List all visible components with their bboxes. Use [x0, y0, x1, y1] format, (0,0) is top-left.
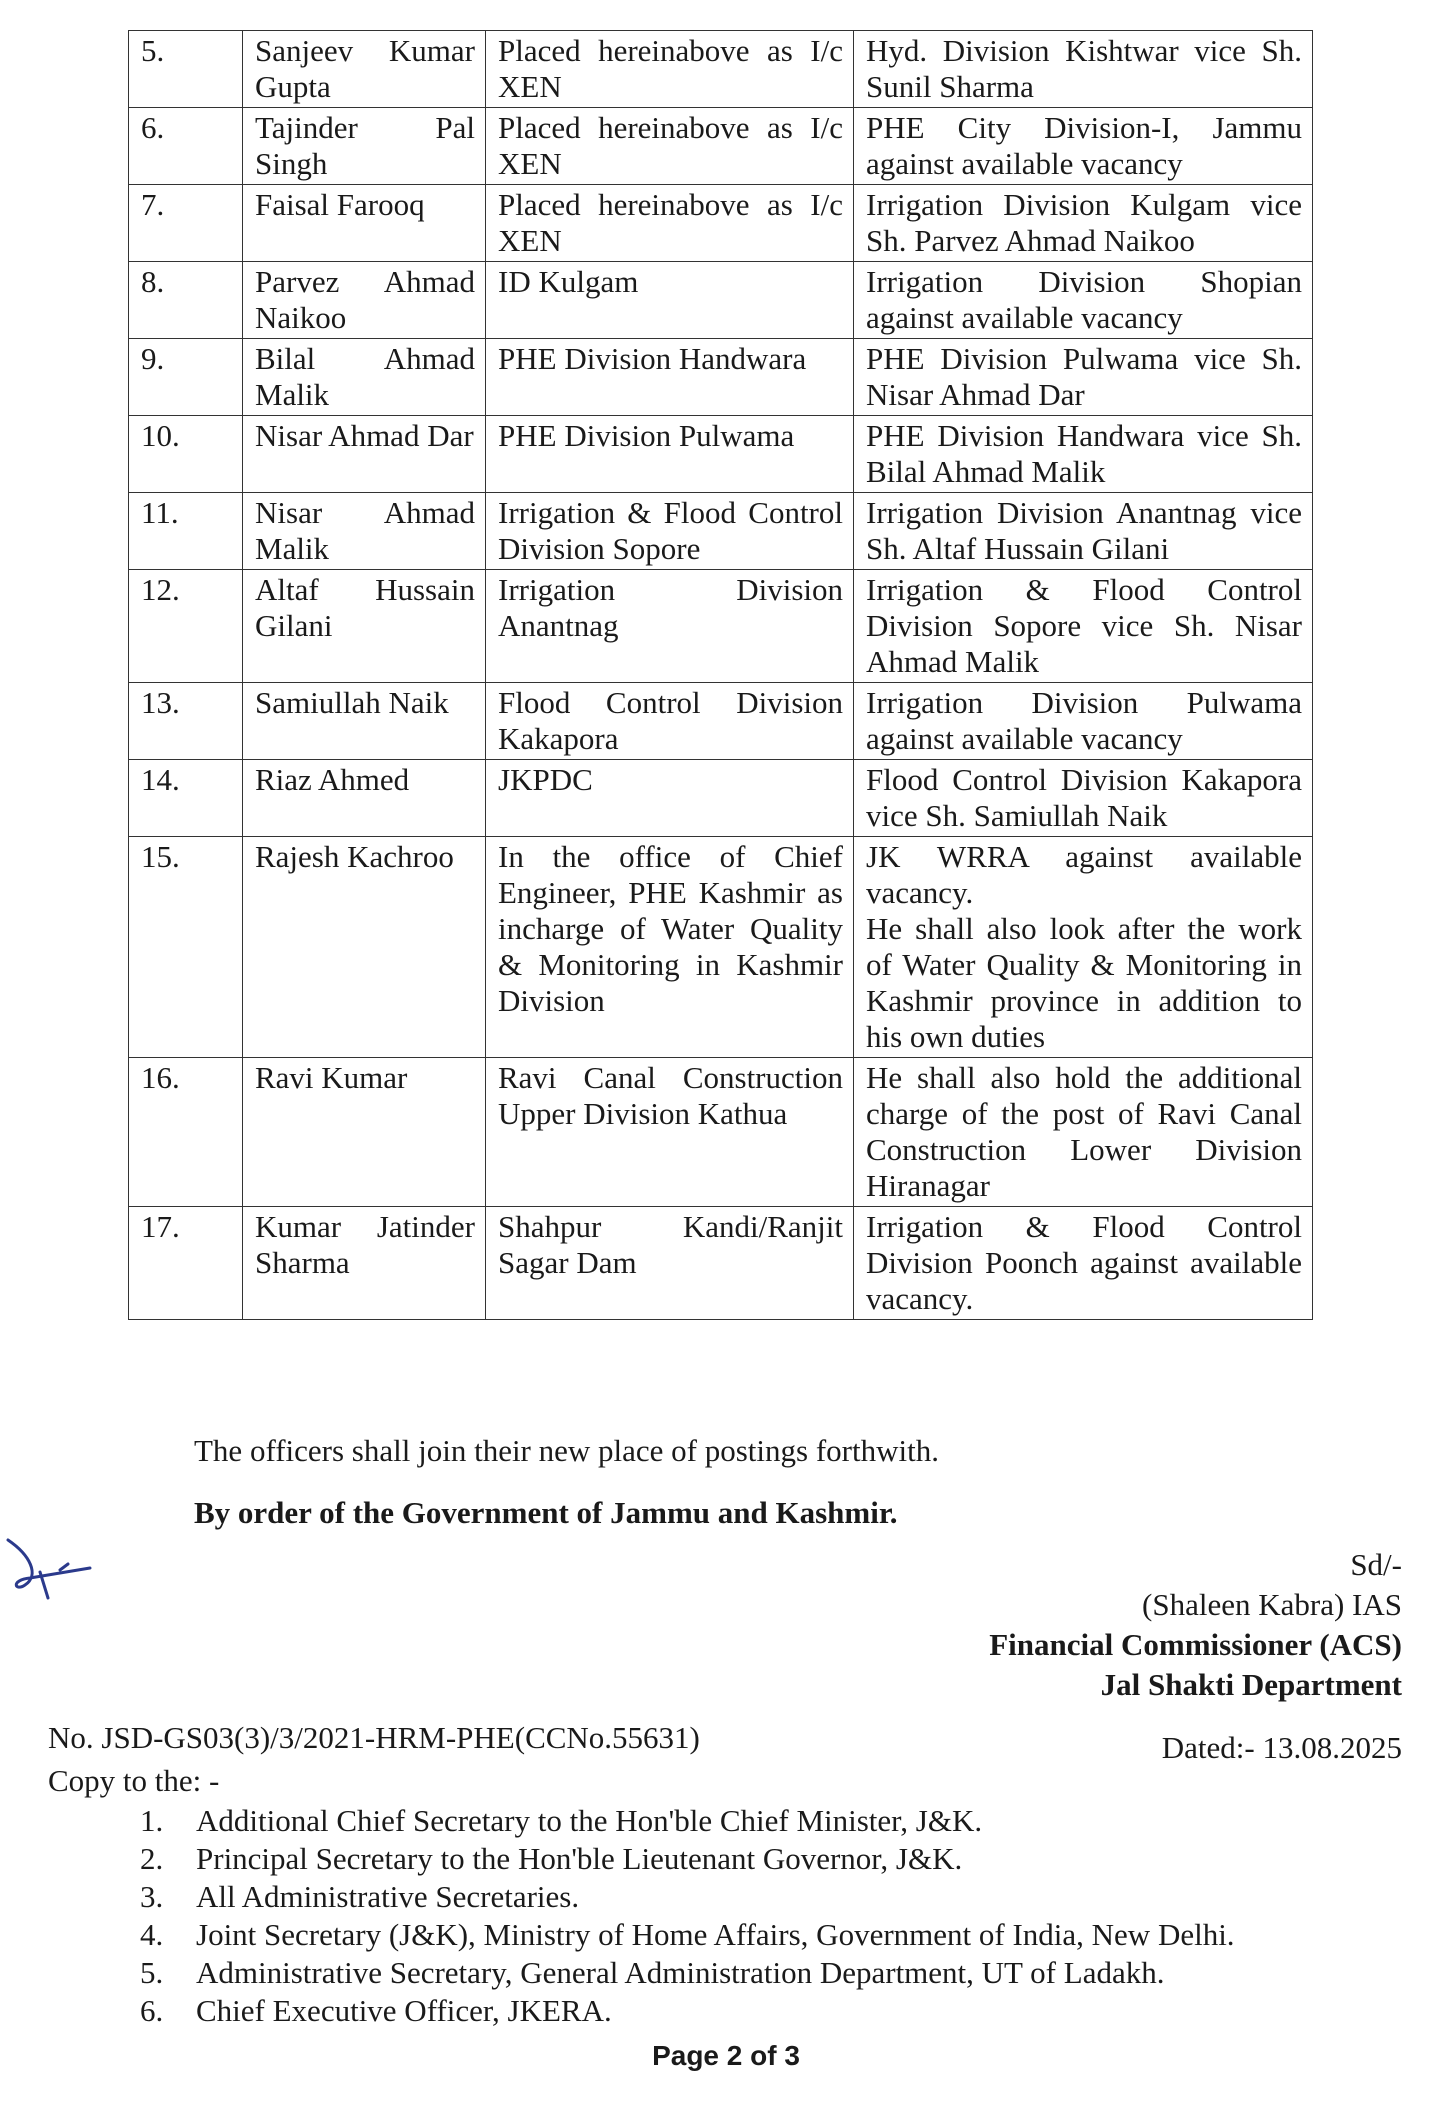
signatory-department: Jal Shakti Department [1100, 1667, 1402, 1702]
row-serial-number [129, 339, 243, 416]
posted-to-text: Flood Control Division Kakapora vice Sh. Samiullah Naik [866, 762, 1302, 833]
posted-to [854, 493, 1313, 570]
officer-name-text: Bilal Ahmad Malik [255, 341, 475, 412]
row-serial-number-text: 14. [141, 762, 180, 797]
posted-to-text: Irrigation & Flood Control Division Sopore vice Sh. Nisar Ahmad Malik [866, 572, 1302, 679]
posted-to [854, 108, 1313, 185]
list-item-text: Principal Secretary to the Hon'ble Lieutenant Governor, J&K. [196, 1841, 963, 1876]
table-row [129, 339, 1313, 416]
order-number: No. JSD-GS03(3)/3/2021-HRM-PHE(CCNo.55631) [48, 1720, 700, 1755]
posted-from [486, 493, 854, 570]
table-row [129, 1207, 1313, 1320]
list-item [140, 1992, 1235, 2030]
posted-from-text: Flood Control Division Kakapora [498, 685, 843, 756]
signature-block [989, 1545, 1402, 1705]
officer-name [243, 1207, 486, 1320]
row-serial-number-text: 5. [141, 33, 165, 68]
officer-name-text: Nisar Ahmad Dar [255, 418, 474, 453]
officer-name [243, 493, 486, 570]
posted-from-text: PHE Division Pulwama [498, 418, 795, 453]
join-note: The officers shall join their new place of postings forthwith. [194, 1433, 939, 1468]
officer-name-text: Ravi Kumar [255, 1060, 408, 1095]
officer-name [243, 760, 486, 837]
row-serial-number-text: 10. [141, 418, 180, 453]
row-serial-number [129, 1207, 243, 1320]
list-item-number: 5. [140, 1955, 164, 1990]
posted-from-text: Placed hereinabove as I/c XEN [498, 110, 843, 181]
row-serial-number [129, 262, 243, 339]
officer-name [243, 262, 486, 339]
posted-from-text: Irrigation & Flood Control Division Sopore [498, 495, 843, 566]
officer-name-text: Rajesh Kachroo [255, 839, 454, 874]
posted-to [854, 760, 1313, 837]
list-item [140, 1954, 1235, 1992]
table-row [129, 185, 1313, 262]
order-date: Dated:- 13.08.2025 [1161, 1730, 1402, 1765]
posted-from [486, 262, 854, 339]
list-item-number: 1. [140, 1803, 164, 1838]
posted-to [854, 262, 1313, 339]
signature-sd: Sd/- [1350, 1547, 1402, 1582]
posted-to [854, 1207, 1313, 1320]
by-order-line: By order of the Government of Jammu and Kashmir. [194, 1495, 898, 1530]
posted-to [854, 339, 1313, 416]
list-item-number: 2. [140, 1841, 164, 1876]
copy-to-list [140, 1802, 1235, 2030]
row-serial-number [129, 760, 243, 837]
list-item [140, 1878, 1235, 1916]
posted-from [486, 31, 854, 108]
officer-name [243, 416, 486, 493]
row-serial-number-text: 17. [141, 1209, 180, 1244]
officer-name [243, 837, 486, 1058]
posted-from [486, 570, 854, 683]
list-item-text: All Administrative Secretaries. [196, 1879, 580, 1914]
copy-to-label: Copy to the: - [48, 1763, 220, 1798]
list-item [140, 1916, 1235, 1954]
table-row [129, 262, 1313, 339]
list-item-text: Joint Secretary (J&K), Ministry of Home Affairs, Government of India, New Delhi. [196, 1917, 1235, 1952]
posted-to-text: PHE Division Pulwama vice Sh. Nisar Ahmad Dar [866, 341, 1302, 412]
row-serial-number-text: 12. [141, 572, 180, 607]
officer-name-text: Faisal Farooq [255, 187, 425, 222]
officer-name-text: Tajinder Pal Singh [255, 110, 475, 181]
row-serial-number-text: 9. [141, 341, 165, 376]
posted-from-text: Shahpur Kandi/Ranjit Sagar Dam [498, 1209, 843, 1280]
posted-to [854, 31, 1313, 108]
officer-name [243, 31, 486, 108]
posted-to [854, 416, 1313, 493]
posted-from-text: Placed hereinabove as I/c XEN [498, 33, 843, 104]
posted-from [486, 837, 854, 1058]
table-row [129, 31, 1313, 108]
postings-table [128, 30, 1313, 1320]
officer-name-text: Nisar Ahmad Malik [255, 495, 475, 566]
officer-name-text: Altaf Hussain Gilani [255, 572, 475, 643]
page-number: Page 2 of 3 [652, 2040, 800, 2071]
posted-from [486, 108, 854, 185]
row-serial-number [129, 683, 243, 760]
posted-to-text: PHE City Division-I, Jammu against available vacancy [866, 110, 1302, 181]
table-row [129, 108, 1313, 185]
posted-from [486, 339, 854, 416]
row-serial-number [129, 108, 243, 185]
row-serial-number-text: 15. [141, 839, 180, 874]
posted-to-text: PHE Division Handwara vice Sh. Bilal Ahmad Malik [866, 418, 1302, 489]
posted-to-text: JK WRRA against available vacancy. [866, 839, 1302, 910]
row-serial-number [129, 31, 243, 108]
officer-name [243, 185, 486, 262]
row-serial-number [129, 185, 243, 262]
posted-from-text: Irrigation Division Anantnag [498, 572, 843, 643]
posted-to [854, 185, 1313, 262]
list-item [140, 1802, 1235, 1840]
posted-to-text: Irrigation Division Shopian against available vacancy [866, 264, 1302, 335]
table-row [129, 416, 1313, 493]
table-row [129, 760, 1313, 837]
officer-name-text: Samiullah Naik [255, 685, 449, 720]
row-serial-number-text: 16. [141, 1060, 180, 1095]
officer-name [243, 683, 486, 760]
list-item-number: 4. [140, 1917, 164, 1952]
row-serial-number [129, 1058, 243, 1207]
table-row [129, 493, 1313, 570]
row-serial-number-text: 11. [141, 495, 179, 530]
posted-to [854, 1058, 1313, 1207]
posted-from [486, 1207, 854, 1320]
row-serial-number [129, 493, 243, 570]
posted-to-text: Irrigation & Flood Control Division Poonch against available vacancy. [866, 1209, 1302, 1316]
list-item-text: Additional Chief Secretary to the Hon'ble Chief Minister, J&K. [196, 1803, 983, 1838]
postings-table-body [129, 31, 1313, 1320]
posted-from-text: In the office of Chief Engineer, PHE Kashmir as incharge of Water Quality & Monitoring in Kashmir Division [498, 839, 843, 1018]
list-item-number: 6. [140, 1993, 164, 2028]
list-item [140, 1840, 1235, 1878]
posted-from-text: Placed hereinabove as I/c XEN [498, 187, 843, 258]
row-serial-number-text: 8. [141, 264, 165, 299]
posted-to-additional-text: He shall also look after the work of Water Quality & Monitoring in Kashmir province in addition to his own duties [866, 911, 1302, 1054]
posted-from [486, 683, 854, 760]
posted-to-text: Irrigation Division Pulwama against available vacancy [866, 685, 1302, 756]
officer-name-text: Parvez Ahmad Naikoo [255, 264, 475, 335]
posted-from [486, 1058, 854, 1207]
table-row [129, 570, 1313, 683]
officer-name-text: Riaz Ahmed [255, 762, 410, 797]
list-item-number: 3. [140, 1879, 164, 1914]
officer-name [243, 108, 486, 185]
posted-from [486, 760, 854, 837]
posted-to-text: Hyd. Division Kishtwar vice Sh. Sunil Sharma [866, 33, 1302, 104]
handwritten-initial-icon [0, 1520, 100, 1610]
row-serial-number-text: 7. [141, 187, 165, 222]
posted-from-text: PHE Division Handwara [498, 341, 807, 376]
posted-from [486, 416, 854, 493]
row-serial-number [129, 837, 243, 1058]
officer-name-text: Sanjeev Kumar Gupta [255, 33, 475, 104]
row-serial-number [129, 416, 243, 493]
posted-to [854, 683, 1313, 760]
posted-from [486, 185, 854, 262]
row-serial-number-text: 6. [141, 110, 165, 145]
table-row [129, 1058, 1313, 1207]
posted-to [854, 570, 1313, 683]
officer-name [243, 339, 486, 416]
signatory-designation: Financial Commissioner (ACS) [989, 1627, 1402, 1662]
officer-name [243, 570, 486, 683]
posted-from-text: Ravi Canal Construction Upper Division Kathua [498, 1060, 843, 1131]
officer-name-text: Kumar Jatinder Sharma [255, 1209, 475, 1280]
signatory-name: (Shaleen Kabra) IAS [1142, 1587, 1402, 1622]
posted-from-text: JKPDC [498, 762, 593, 797]
posted-to-text: Irrigation Division Kulgam vice Sh. Parvez Ahmad Naikoo [866, 187, 1302, 258]
list-item-text: Administrative Secretary, General Administration Department, UT of Ladakh. [196, 1955, 1165, 1990]
posted-to [854, 837, 1313, 1058]
table-row [129, 683, 1313, 760]
table-row [129, 837, 1313, 1058]
officer-name [243, 1058, 486, 1207]
posted-from-text: ID Kulgam [498, 264, 639, 299]
row-serial-number-text: 13. [141, 685, 180, 720]
row-serial-number [129, 570, 243, 683]
posted-to-text: He shall also hold the additional charge of the post of Ravi Canal Construction Lower Division Hiranagar [866, 1060, 1302, 1203]
list-item-text: Chief Executive Officer, JKERA. [196, 1993, 612, 2028]
posted-to-text: Irrigation Division Anantnag vice Sh. Altaf Hussain Gilani [866, 495, 1302, 566]
